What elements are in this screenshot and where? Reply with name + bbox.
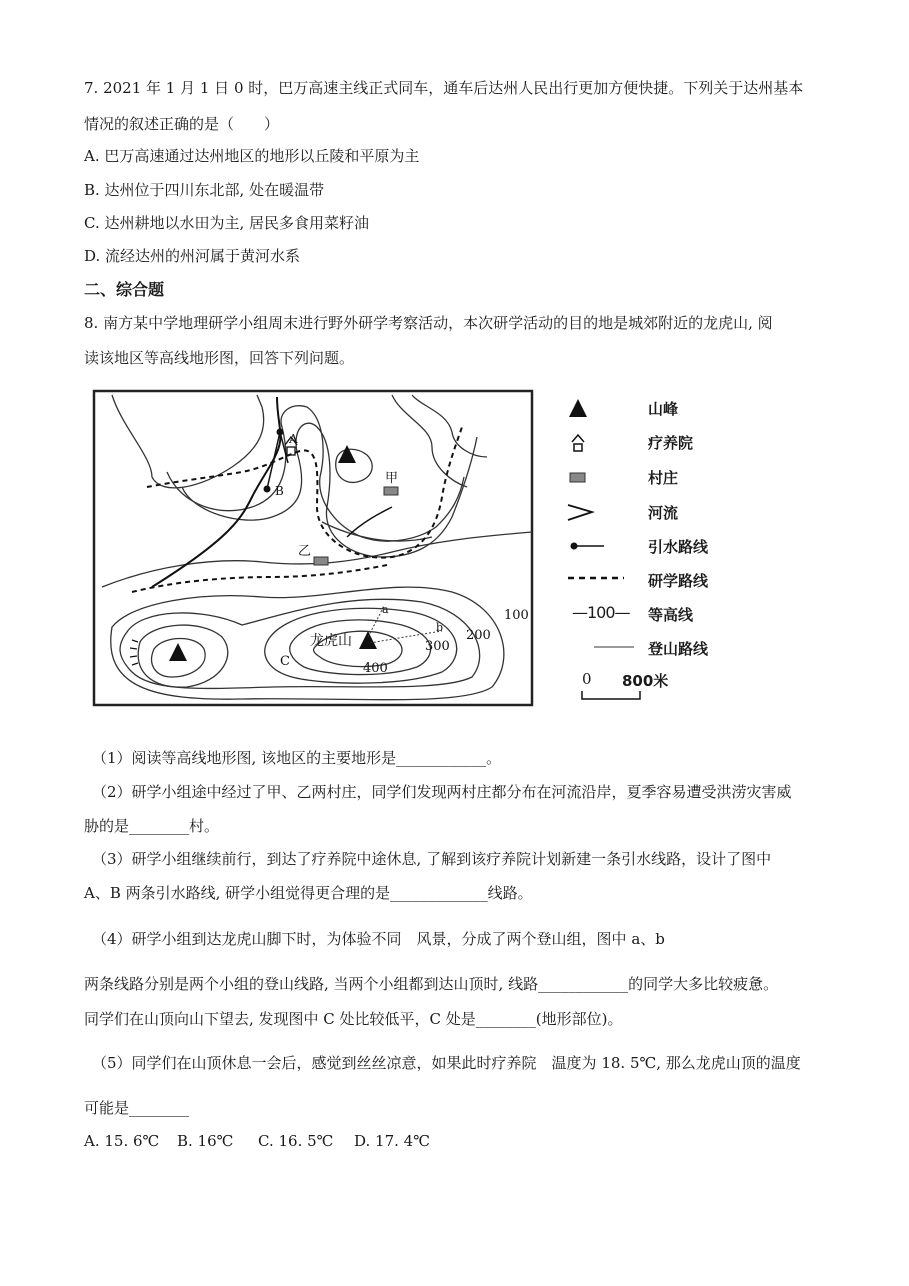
longhu-peak-icon — [359, 631, 377, 649]
q8-sub5-option-b: B. 16℃ — [177, 1132, 234, 1150]
legend-village-icon — [566, 468, 590, 486]
cliff-ticks — [130, 640, 138, 665]
water-route-b — [267, 432, 280, 489]
west-peak-icon — [169, 643, 187, 661]
q8-sub1: （1）阅读等高线地形图, 该地区的主要地形是____________。 — [92, 749, 502, 767]
legend-label-water-route: 引水路线 — [648, 538, 709, 556]
q8-sub2-line2: 胁的是________村。 — [84, 817, 220, 835]
legend-river-icon — [566, 501, 596, 523]
map-legend — [566, 387, 756, 707]
section-heading: 二、综合题 — [84, 280, 165, 299]
legend-label-climb-route: 登山路线 — [648, 640, 709, 658]
village-jia-icon — [384, 487, 398, 495]
map-frame — [94, 391, 532, 705]
label-contour-100: 100 — [504, 608, 529, 623]
legend-climb-route-icon — [566, 643, 636, 651]
legend-label-river: 河流 — [648, 504, 679, 522]
q8-sub5-option-d: D. 17. 4℃ — [354, 1132, 430, 1150]
study-route — [147, 427, 462, 558]
q8-sub4-line1: （4）研学小组到达龙虎山脚下时，为体验不同 风景，分成了两个登山组，图中 a、b — [92, 930, 665, 948]
q8-intro-line1: 8. 南方某中学地理研学小组周末进行野外研学考察活动，本次研学活动的目的地是城郊附近的龙虎山, 阅 — [84, 314, 773, 332]
label-contour-300: 300 — [425, 639, 450, 654]
label-contour-400: 400 — [363, 661, 388, 676]
north-peak-icon — [338, 445, 356, 463]
q7-stem-line1: 7. 2021 年 1 月 1 日 0 时，巴万高速主线正式同车，通车后达州人民出行更加方便快捷。下列关于达州基本 — [84, 79, 804, 97]
label-jia: 甲 — [385, 471, 399, 486]
scale-zero: 0 — [582, 670, 592, 688]
q8-sub5-option-a: A. 15. 6℃ — [84, 1132, 160, 1150]
q8-sub4-line2: 两条线路分别是两个小组的登山线路, 当两个小组都到达山顶时, 线路____________的同学大多比较疲惫。 — [84, 975, 779, 993]
q8-sub3-line1: （3）研学小组继续前行，到达了疗养院中途休息, 了解到该疗养院计划新建一条引水线路，设计了图中 — [92, 850, 772, 868]
q8-sub4-line3: 同学们在山顶向山下望去, 发现图中 C 处比较低平，C 处是________(地形部位)。 — [84, 1010, 623, 1028]
q7-option-b: B. 达州位于四川东北部, 处在暖温带 — [84, 181, 325, 199]
village-yi-icon — [314, 557, 328, 565]
water-route-b-point — [264, 486, 271, 493]
q8-intro-line2: 读该地区等高线地形图，回答下列问题。 — [84, 349, 355, 367]
legend-water-route-icon — [566, 537, 606, 555]
legend-label-peak: 山峰 — [648, 400, 679, 418]
label-a: A — [289, 432, 298, 446]
legend-label-sanatorium: 疗养院 — [648, 434, 694, 452]
q8-sub5-line2: 可能是________ — [84, 1099, 190, 1117]
river-line — [152, 397, 280, 587]
water-route-a-point — [277, 429, 284, 436]
scale-distance: 800米 — [622, 672, 669, 690]
q7-option-a: A. 巴万高速通过达州地区的地形以丘陵和平原为主 — [84, 147, 420, 165]
q8-sub3-line2: A、B 两条引水路线, 研学小组觉得更合理的是_____________线路。 — [84, 884, 533, 902]
legend-peak-icon — [566, 397, 590, 419]
q8-sub5-line1: （5）同学们在山顶休息一会后，感觉到丝丝凉意，如果此时疗养院 温度为 18. 5℃, 那么龙虎山顶的温度 — [92, 1054, 801, 1072]
legend-contour-icon: —100— — [572, 603, 630, 622]
contour-map — [92, 387, 536, 711]
q7-option-d: D. 流经达州的州河属于黄河水系 — [84, 247, 301, 265]
label-b: B — [275, 484, 284, 498]
label-yi: 乙 — [298, 544, 312, 559]
label-contour-200: 200 — [466, 628, 491, 643]
q8-sub5-option-c: C. 16. 5℃ — [258, 1132, 334, 1150]
legend-sanatorium-icon — [566, 432, 590, 454]
study-route-south — [132, 565, 387, 592]
scale-bar — [580, 689, 646, 703]
q7-option-c: C. 达州耕地以水田为主, 居民多食用菜籽油 — [84, 214, 370, 232]
q8-sub2-line1: （2）研学小组途中经过了甲、乙两村庄，同学们发现两村庄都分布在河流沿岸，夏季容易遭受洪涝灾害威 — [92, 783, 792, 801]
label-longhu-mountain: 龙虎山 — [310, 633, 352, 649]
legend-study-route-icon — [566, 571, 626, 585]
label-a-route: a — [382, 603, 389, 616]
legend-label-study-route: 研学路线 — [648, 572, 709, 590]
legend-label-village: 村庄 — [648, 469, 679, 487]
q7-stem-line2: 情况的叙述正确的是（ ） — [84, 115, 280, 133]
legend-label-contour: 等高线 — [648, 606, 694, 624]
label-b-route: b — [436, 621, 444, 634]
label-c: C — [280, 654, 290, 669]
